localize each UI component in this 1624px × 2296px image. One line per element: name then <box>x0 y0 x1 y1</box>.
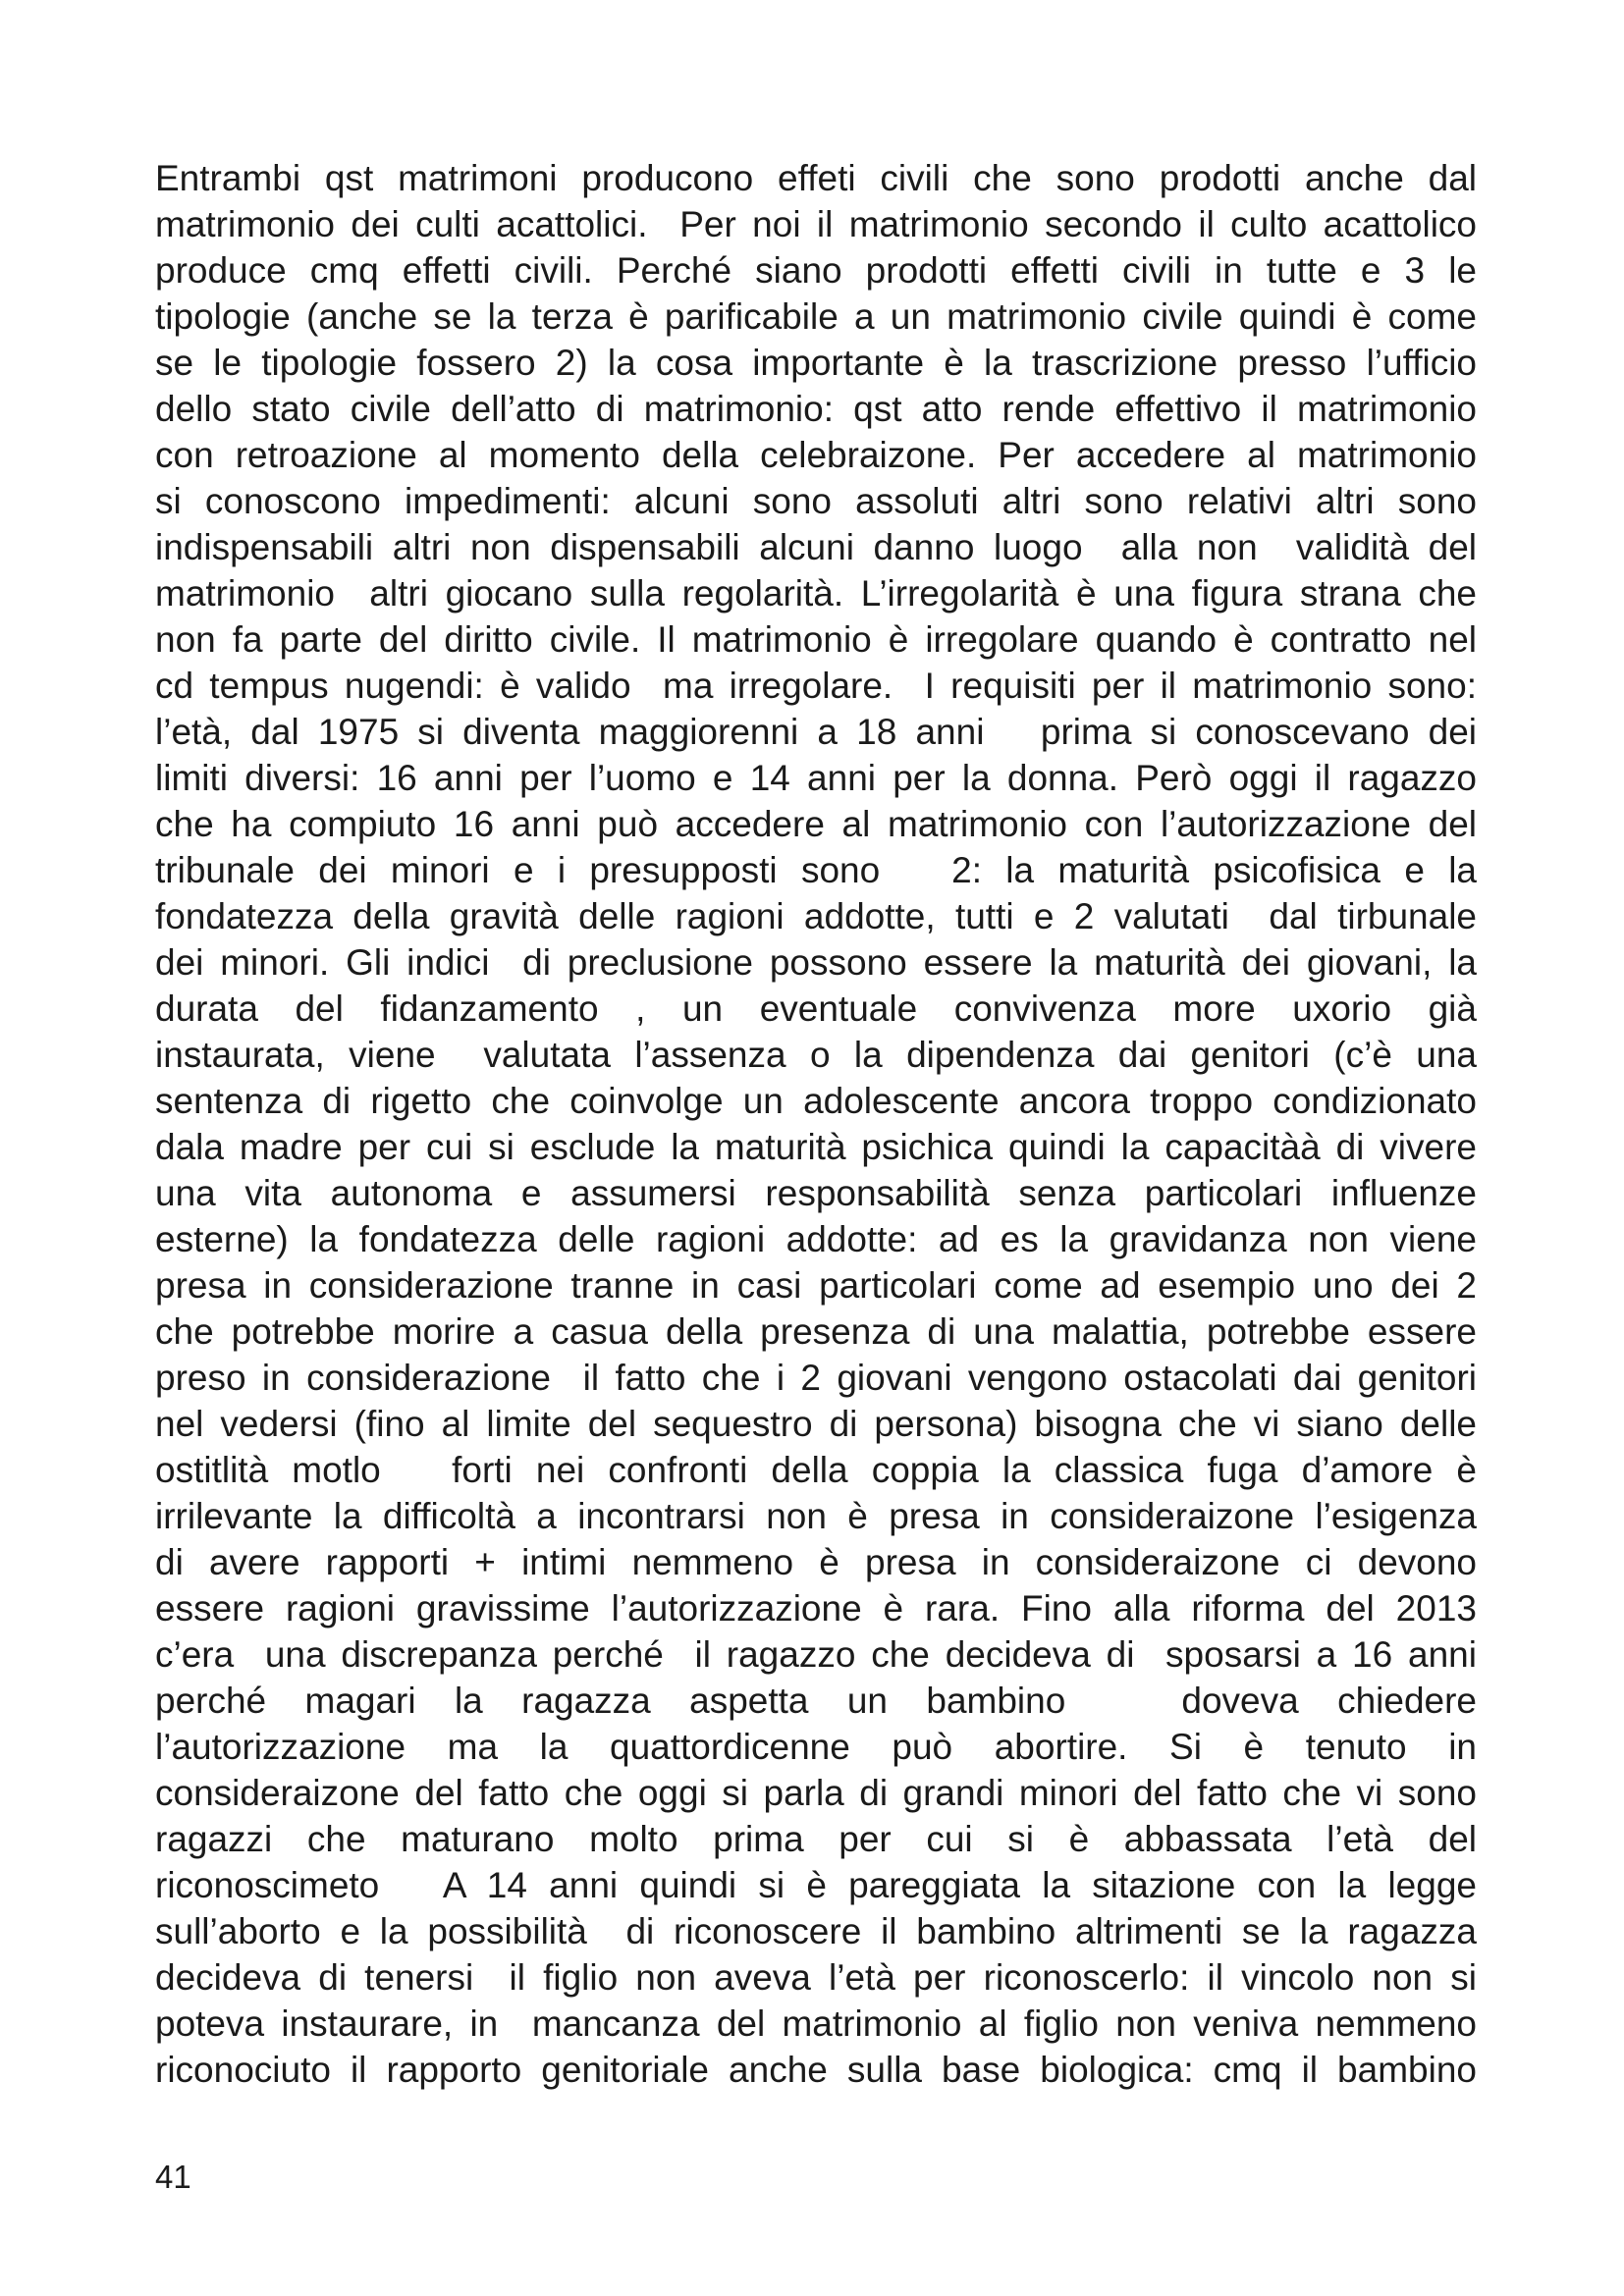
text-line: poteva instaurare, in mancanza del matrimonio al figlio non veniva nemmeno <box>155 2003 1477 2044</box>
text-line: presa in considerazione tranne in casi particolari come ad esempio uno dei 2 <box>155 1265 1477 1306</box>
text-line: esterne) la fondatezza delle ragioni addotte: ad es la gravidanza non viene <box>155 1219 1477 1259</box>
text-line: irrilevante la difficoltà a incontrarsi non è presa in consideraizone l’esigenza <box>155 1496 1477 1536</box>
text-line: nel vedersi (fino al limite del sequestro di persona) bisogna che vi siano delle <box>155 1404 1477 1444</box>
text-line: matrimonio altri giocano sulla regolarità. L’irregolarità è una figura strana che <box>155 573 1477 614</box>
text-line: indispensabili altri non dispensabili alcuni danno luogo alla non validità del <box>155 527 1477 567</box>
text-line: non fa parte del diritto civile. Il matrimonio è irregolare quando è contratto nel <box>155 619 1477 660</box>
text-line: dello stato civile dell’atto di matrimonio: qst atto rende effettivo il matrimonio <box>155 389 1477 429</box>
text-line: riconoscimeto A 14 anni quindi si è pareggiata la sitazione con la legge <box>155 1865 1477 1905</box>
text-line: si conoscono impedimenti: alcuni sono assoluti altri sono relativi altri sono <box>155 481 1477 521</box>
page-number: 41 <box>155 2159 191 2195</box>
text-line: dei minori. Gli indici di preclusione possono essere la maturità dei giovani, la <box>155 942 1477 983</box>
text-line: che potrebbe morire a casua della presenza di una malattia, potrebbe essere <box>155 1311 1477 1352</box>
text-line: essere ragioni gravissime l’autorizzazione è rara. Fino alla riforma del 2013 <box>155 1588 1477 1629</box>
text-line: una vita autonoma e assumersi responsabilità senza particolari influenze <box>155 1173 1477 1213</box>
text-line: fondatezza della gravità delle ragioni addotte, tutti e 2 valutati dal tirbunale <box>155 896 1477 936</box>
text-line: limiti diversi: 16 anni per l’uomo e 14 anni per la donna. Però oggi il ragazzo <box>155 758 1477 798</box>
text-line: durata del fidanzamento , un eventuale convivenza more uxorio già <box>155 988 1477 1029</box>
text-line: che ha compiuto 16 anni può accedere al matrimonio con l’autorizzazione del <box>155 804 1477 844</box>
text-line: decideva di tenersi il figlio non aveva l’età per riconoscerlo: il vincolo non si <box>155 1957 1477 1998</box>
text-line: ragazzi che maturano molto prima per cui si è abbassata l’età del <box>155 1819 1477 1859</box>
text-line: preso in considerazione il fatto che i 2 giovani vengono ostacolati dai genitori <box>155 1358 1477 1398</box>
text-line: con retroazione al momento della celebraizone. Per accedere al matrimonio <box>155 435 1477 475</box>
text-line: l’età, dal 1975 si diventa maggiorenni a 18 anni prima si conoscevano dei <box>155 712 1477 752</box>
text-line: dala madre per cui si esclude la maturità psichica quindi la capacitàà di vivere <box>155 1127 1477 1167</box>
text-line: sentenza di rigetto che coinvolge un adolescente ancora troppo condizionato <box>155 1081 1477 1121</box>
text-line: tribunale dei minori e i presupposti sono 2: la maturità psicofisica e la <box>155 850 1477 890</box>
text-line: ostitlità motlo forti nei confronti della coppia la classica fuga d’amore è <box>155 1450 1477 1490</box>
text-line: sull’aborto e la possibilità di riconoscere il bambino altrimenti se la ragazza <box>155 1911 1477 1951</box>
text-line: l’autorizzazione ma la quattordicenne può abortire. Si è tenuto in <box>155 1727 1477 1767</box>
body-text <box>155 155 1477 2093</box>
text-line: tipologie (anche se la terza è parificabile a un matrimonio civile quindi è come <box>155 296 1477 337</box>
text-line: Entrambi qst matrimoni producono effeti civili che sono prodotti anche dal <box>155 158 1477 198</box>
text-line: instaurata, viene valutata l’assenza o la dipendenza dai genitori (c’è una <box>155 1035 1477 1075</box>
text-line: matrimonio dei culti acattolici. Per noi il matrimonio secondo il culto acattolico <box>155 204 1477 244</box>
text-line: produce cmq effetti civili. Perché siano prodotti effetti civili in tutte e 3 le <box>155 250 1477 291</box>
text-line: riconociuto il rapporto genitoriale anche sulla base biologica: cmq il bambino <box>155 2050 1477 2090</box>
text-line: c’era una discrepanza perché il ragazzo che decideva di sposarsi a 16 anni <box>155 1634 1477 1675</box>
text-line: se le tipologie fossero 2) la cosa importante è la trascrizione presso l’ufficio <box>155 343 1477 383</box>
text-line: consideraizone del fatto che oggi si parla di grandi minori del fatto che vi sono <box>155 1773 1477 1813</box>
text-line: di avere rapporti + intimi nemmeno è presa in consideraizone ci devono <box>155 1542 1477 1582</box>
text-line: perché magari la ragazza aspetta un bambino doveva chiedere <box>155 1681 1477 1721</box>
text-line: cd tempus nugendi: è valido ma irregolare. I requisiti per il matrimonio sono: <box>155 666 1477 706</box>
